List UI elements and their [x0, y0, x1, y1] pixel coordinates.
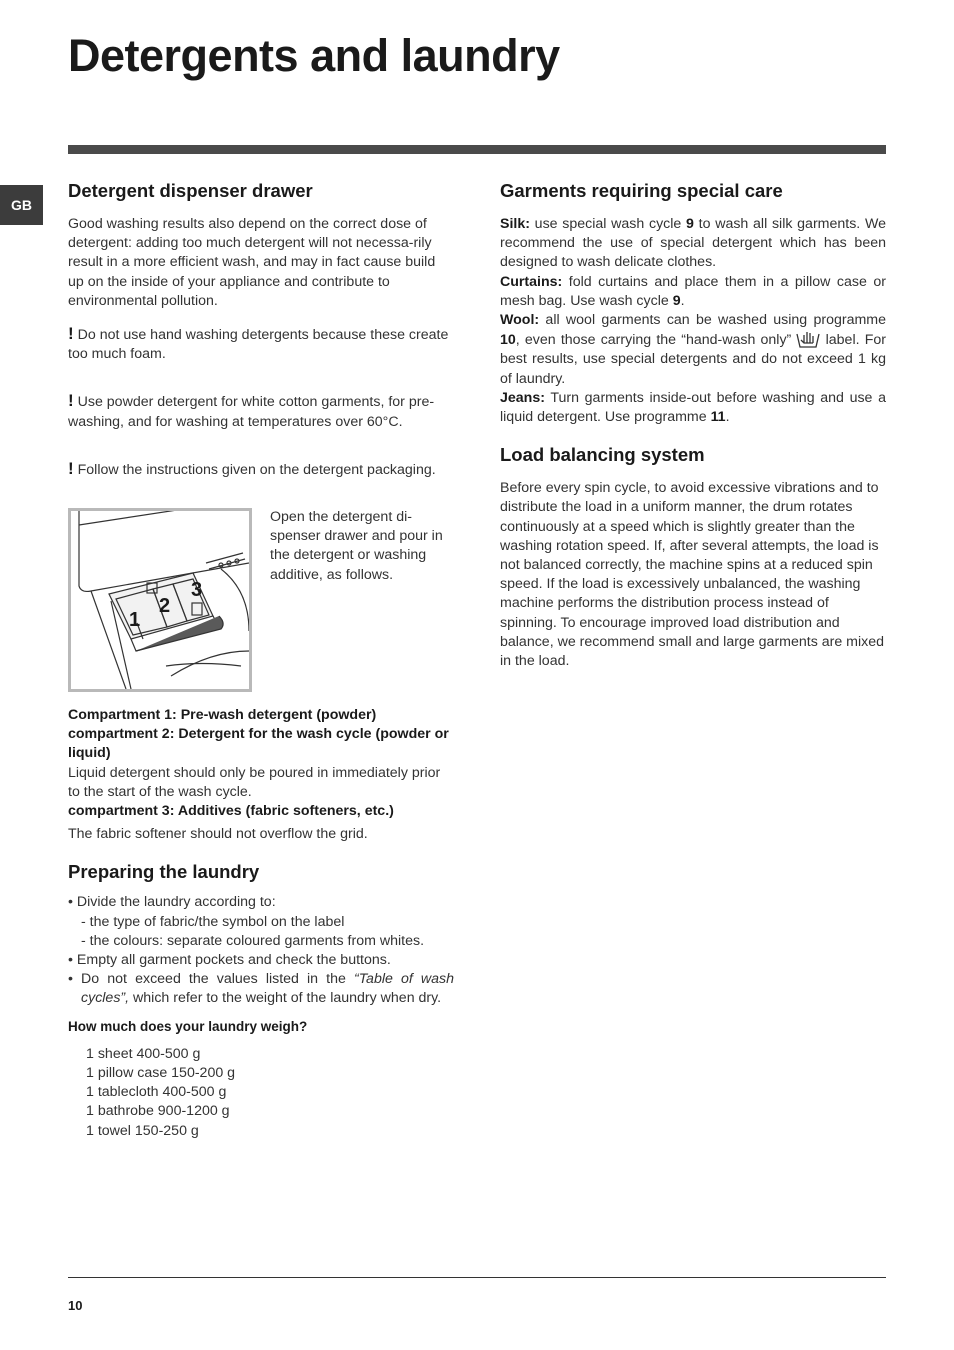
special-care-heading: Garments requiring special care [500, 180, 783, 201]
warning-icon: ! [68, 324, 74, 344]
list-item: • Divide the laundry according to: [68, 894, 276, 911]
compartment-2: compartment 2: Detergent for the wash cycle (powder or liquid) [68, 726, 449, 762]
dispenser-drawer-illustration [68, 508, 252, 692]
list-item: 1 sheet 400-500 g [86, 1045, 201, 1062]
dispenser-heading: Detergent dispenser drawer [68, 180, 313, 201]
figure-label-3: 3 [191, 579, 203, 602]
curtains-paragraph: Curtains: fold curtains and place them in a pillow case or mesh bag. Use wash cycle 9. [500, 273, 886, 309]
load-balancing-text: Before every spin cycle, to avoid excessive vibrations and to distribute the load in a uniform manner, the drum rotates continuously at a speed which is slightly greater than the washing rotation speed. If, after several attempts, the load is not balanced correctly, the machine spins at a reduced spin speed. If the load is excessively unbalanced, the washing machine performs the distribution process instead of spinning. To encourage improved load distribution and balance, we recommend small and large garments are mixed in the load. [500, 480, 885, 670]
warning-1: ! Do not use hand washing detergents because these create too much foam. [68, 324, 449, 363]
warning-icon: ! [68, 458, 74, 478]
list-item: - the type of fabric/the symbol on the label [81, 913, 345, 930]
right-column [500, 180, 886, 671]
list-item: • Do not exceed the values listed in the “Table of wash cycles”, which refer to the weight of the laundry when dry. [68, 971, 455, 1007]
jeans-paragraph: Jeans: Turn garments inside-out before washing and use a liquid detergent. Use programme 11. [500, 389, 886, 426]
weights-list [68, 1045, 454, 1141]
footer-rule [68, 1277, 886, 1278]
warning-3: ! Follow the instructions given on the detergent packaging. [68, 458, 436, 478]
language-tab: GB [0, 185, 43, 225]
wool-paragraph: Wool: all wool garments can be washed using programme 10, even those carrying the “hand-wash only” label. For best results, use special detergents and do not exceed 1 kg of laundry. [500, 312, 886, 387]
hand-wash-icon [796, 330, 820, 348]
weigh-heading: How much does your laundry weigh? [68, 1018, 308, 1034]
figure-label-1: 1 [129, 609, 141, 632]
compartment-3: compartment 3: Additives (fabric softeners, etc.) [68, 803, 394, 820]
dispenser-intro: Good washing results also depend on the correct dose of detergent: adding too much detergent will not necessa-rily result in a more efficient wash, and may in fact cause build up on the inside of your appliance and contribute to environmental pollution. [68, 216, 436, 309]
left-column [68, 180, 454, 1141]
drawer-drawing [71, 511, 249, 689]
load-balancing-heading: Load balancing system [500, 444, 705, 466]
page-title: Detergents and laundry [68, 30, 560, 81]
list-item: 1 tablecloth 400-500 g [86, 1084, 227, 1101]
warning-2: ! Use powder detergent for white cotton garments, for pre-washing, and for washing at temperatures over 60°C. [68, 391, 435, 430]
compartment-3-note: The fabric softener should not overflow the grid. [68, 826, 368, 843]
figure-label-2: 2 [159, 595, 171, 618]
title-rule [68, 145, 886, 154]
page-number: 10 [68, 1298, 83, 1313]
silk-paragraph: Silk: use special wash cycle 9 to wash all silk garments. We recommend the use of special detergent which has been designed to wash delicate clothes. [500, 216, 886, 271]
list-item: • Empty all garment pockets and check the buttons. [68, 952, 391, 969]
compartment-1: Compartment 1: Pre-wash detergent (powder) [68, 707, 377, 724]
figure-caption: Open the detergent di-spenser drawer and pour in the detergent or washing additive, as follows. [270, 509, 443, 583]
dispenser-figure-row [68, 508, 454, 692]
preparing-list [68, 893, 454, 1008]
warning-icon: ! [68, 391, 74, 411]
list-item: 1 towel 150-250 g [86, 1122, 199, 1139]
list-item: - the colours: separate coloured garments from whites. [81, 932, 425, 949]
list-item: 1 bathrobe 900-1200 g [86, 1103, 230, 1120]
list-item: 1 pillow case 150-200 g [86, 1065, 236, 1082]
preparing-heading: Preparing the laundry [68, 861, 260, 883]
compartment-2-note: Liquid detergent should only be poured in immediately prior to the start of the wash cycle. [68, 764, 441, 800]
